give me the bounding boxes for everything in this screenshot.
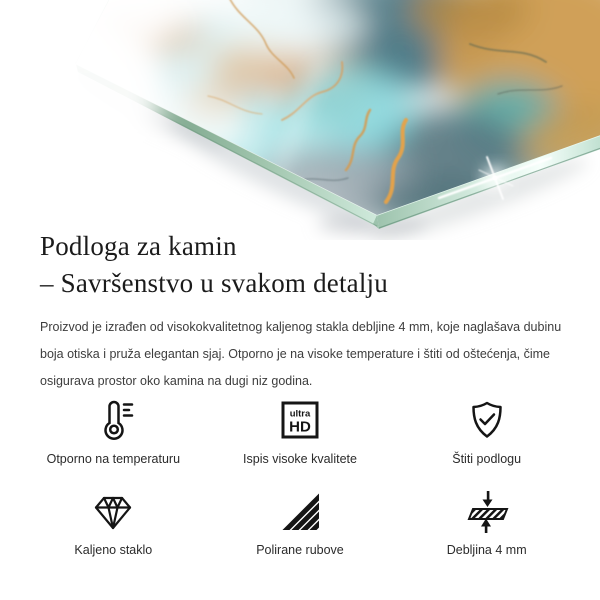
description-line: boja otiska i pruža elegantan sjaj. Otporno je na visoke temperature i štiti od oštećenja, čime	[40, 347, 550, 361]
ultra-hd-icon-text-top: ultra	[289, 408, 311, 420]
ultra-hd-icon	[278, 397, 322, 443]
feature-temperature	[20, 397, 207, 466]
feature-label: Ispis visoke kvalitete	[243, 452, 357, 466]
photo-fade	[0, 0, 175, 180]
feature-thickness	[393, 488, 580, 557]
feature-label: Polirane rubove	[256, 543, 344, 557]
feature-label: Kaljeno staklo	[74, 543, 153, 557]
thickness-icon	[465, 488, 509, 534]
description-line: Proizvod je izrađen od visokokvalitetnog kaljenog stakla debljine 4 mm, koje naglašava dubinu	[40, 320, 562, 334]
title-line-1: Podloga za kamin	[40, 231, 237, 261]
product-photo	[0, 0, 600, 240]
feature-grid	[20, 397, 580, 557]
polished-edges-icon	[278, 488, 322, 534]
page-title	[40, 228, 388, 302]
feature-print-quality	[207, 397, 394, 466]
description-line: osigurava prostor oko kamina na dugi niz godina.	[40, 374, 313, 388]
feature-label: Štiti podlogu	[452, 452, 522, 466]
shield-check-icon	[465, 397, 509, 443]
feature-label: Otporno na temperaturu	[46, 452, 181, 466]
feature-label: Debljina 4 mm	[446, 543, 527, 557]
diamond-icon	[91, 488, 135, 534]
feature-protection	[393, 397, 580, 466]
feature-tempered-glass	[20, 488, 207, 557]
ultra-hd-icon-text-bottom: HD	[289, 418, 311, 436]
product-description	[40, 314, 561, 395]
feature-polished-edges	[207, 488, 394, 557]
title-line-2: – Savršenstvo u svakom detalju	[40, 268, 388, 298]
thermometer-icon	[91, 397, 135, 443]
